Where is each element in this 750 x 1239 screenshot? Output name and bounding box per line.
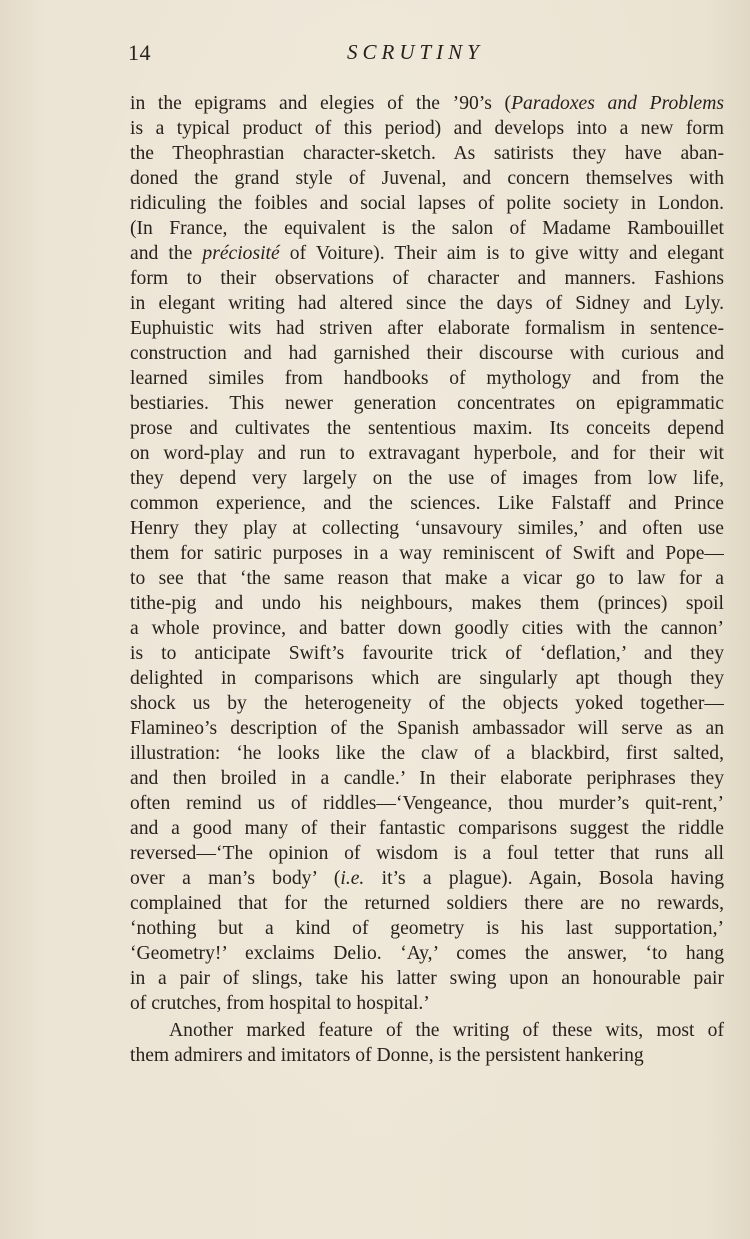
text-segment: in elegant writing had altered since the days of Sidney and Lyly.	[130, 293, 724, 314]
text-line	[130, 516, 724, 541]
text-line	[130, 416, 724, 441]
text-line	[130, 366, 724, 391]
text-segment: Euphuistic wits had striven after elaborate formalism in sentence-	[130, 318, 724, 339]
text-segment: shock us by the heterogeneity of the objects yoked together—	[130, 693, 724, 714]
text-segment: construction and had garnished their discourse with curious and	[130, 343, 724, 364]
text-line	[130, 241, 724, 266]
text-line	[130, 191, 724, 216]
text-line	[130, 816, 724, 841]
text-segment: prose and cultivates the sententious maxim. Its conceits depend	[130, 418, 724, 439]
text-line	[130, 691, 724, 716]
text-segment: ‘nothing but a kind of geometry is his last supportation,’	[130, 918, 724, 939]
running-title: SCRUTINY	[347, 40, 484, 64]
text-segment: learned similes from handbooks of mythology and from the	[130, 368, 724, 389]
text-line	[130, 216, 724, 241]
text-line	[130, 166, 724, 191]
text-segment: often remind us of riddles—‘Vengeance, thou murder’s quit-rent,’	[130, 793, 724, 814]
text-line	[130, 541, 724, 566]
text-segment: and the	[130, 243, 203, 264]
text-line	[130, 1043, 724, 1068]
italic-text: préciosité	[202, 243, 280, 264]
text-line	[130, 916, 724, 941]
text-line	[130, 116, 724, 141]
text-segment: Flamineo’s description of the Spanish ambassador will serve as an	[130, 718, 724, 739]
text-line	[130, 466, 724, 491]
text-line	[130, 391, 724, 416]
italic-text: i.e.	[340, 868, 365, 889]
text-line	[130, 316, 724, 341]
text-segment: and a good many of their fantastic comparisons suggest the riddle	[130, 818, 724, 839]
text-segment: common experience, and the sciences. Like Falstaff and Prince	[130, 493, 724, 514]
text-line	[130, 641, 724, 666]
text-line	[130, 866, 724, 891]
text-segment: a whole province, and batter down goodly cities with the cannon’	[130, 618, 724, 639]
text-segment: form to their observations of character and manners. Fashions	[130, 268, 724, 289]
text-segment: and then broiled in a candle.’ In their elaborate periphrases they	[130, 768, 724, 789]
text-line	[130, 341, 724, 366]
text-line	[130, 666, 724, 691]
text-line	[130, 266, 724, 291]
text-segment: delighted in comparisons which are singularly apt though they	[130, 668, 724, 689]
text-segment: the Theophrastian character-sketch. As satirists they have aban-	[130, 143, 724, 164]
text-segment: they depend very largely on the use of images from low life,	[130, 468, 724, 489]
text-line	[130, 766, 724, 791]
text-segment: bestiaries. This newer generation concentrates on epigrammatic	[130, 393, 724, 414]
text-segment: it’s a plague). Again, Bosola having	[364, 868, 724, 889]
text-line	[130, 841, 724, 866]
text-line	[130, 616, 724, 641]
text-segment: (In France, the equivalent is the salon of Madame Rambouillet	[130, 218, 724, 239]
text-segment: Another marked feature of the writing of these wits, most of	[169, 1020, 724, 1041]
body-text	[130, 91, 724, 1068]
text-line	[130, 1018, 724, 1043]
text-segment: to see that ‘the same reason that make a vicar go to law for a	[130, 568, 724, 589]
text-line	[130, 591, 724, 616]
italic-text: Paradoxes and Problems	[511, 93, 724, 114]
text-segment: them admirers and imitators of Donne, is the persistent hankering	[130, 1045, 644, 1066]
text-line	[130, 991, 724, 1016]
text-segment: Henry they play at collecting ‘unsavoury similes,’ and often use	[130, 518, 724, 539]
text-segment: illustration: ‘he looks like the claw of a blackbird, first salted,	[130, 743, 724, 764]
text-segment: of Voiture). Their aim is to give witty and elegant	[279, 243, 724, 264]
text-line	[130, 441, 724, 466]
paragraph-2	[130, 1018, 724, 1068]
text-segment: complained that for the returned soldiers there are no rewards,	[130, 893, 724, 914]
text-line	[130, 941, 724, 966]
text-line	[130, 891, 724, 916]
text-segment: is a typical product of this period) and develops into a new form	[130, 118, 724, 139]
text-segment: over a man’s body’ (	[130, 868, 341, 889]
paragraph-1	[130, 91, 724, 1016]
text-line	[130, 491, 724, 516]
running-head	[128, 40, 724, 70]
text-line	[130, 91, 724, 116]
text-line	[130, 716, 724, 741]
text-segment: ‘Geometry!’ exclaims Delio. ‘Ay,’ comes the answer, ‘to hang	[130, 943, 724, 964]
text-segment: on word-play and run to extravagant hyperbole, and for their wit	[130, 443, 724, 464]
text-segment: is to anticipate Swift’s favourite trick of ‘deflation,’ and they	[130, 643, 724, 664]
text-line	[130, 291, 724, 316]
page-number: 14	[128, 40, 151, 65]
text-segment: in a pair of slings, take his latter swing upon an honourable pair	[130, 968, 724, 989]
text-segment: them for satiric purposes in a way reminiscent of Swift and Pope—	[130, 543, 724, 564]
text-segment: doned the grand style of Juvenal, and concern themselves with	[130, 168, 724, 189]
text-segment: of crutches, from hospital to hospital.’	[130, 993, 430, 1014]
text-segment: in the epigrams and elegies of the ’90’s (	[130, 93, 512, 114]
text-line	[130, 141, 724, 166]
text-line	[130, 966, 724, 991]
text-line	[130, 791, 724, 816]
text-line	[130, 741, 724, 766]
text-segment: tithe-pig and undo his neighbours, makes them (princes) spoil	[130, 593, 724, 614]
text-segment: ridiculing the foibles and social lapses of polite society in London.	[130, 193, 724, 214]
text-segment: reversed—‘The opinion of wisdom is a foul tetter that runs all	[130, 843, 724, 864]
text-line	[130, 566, 724, 591]
